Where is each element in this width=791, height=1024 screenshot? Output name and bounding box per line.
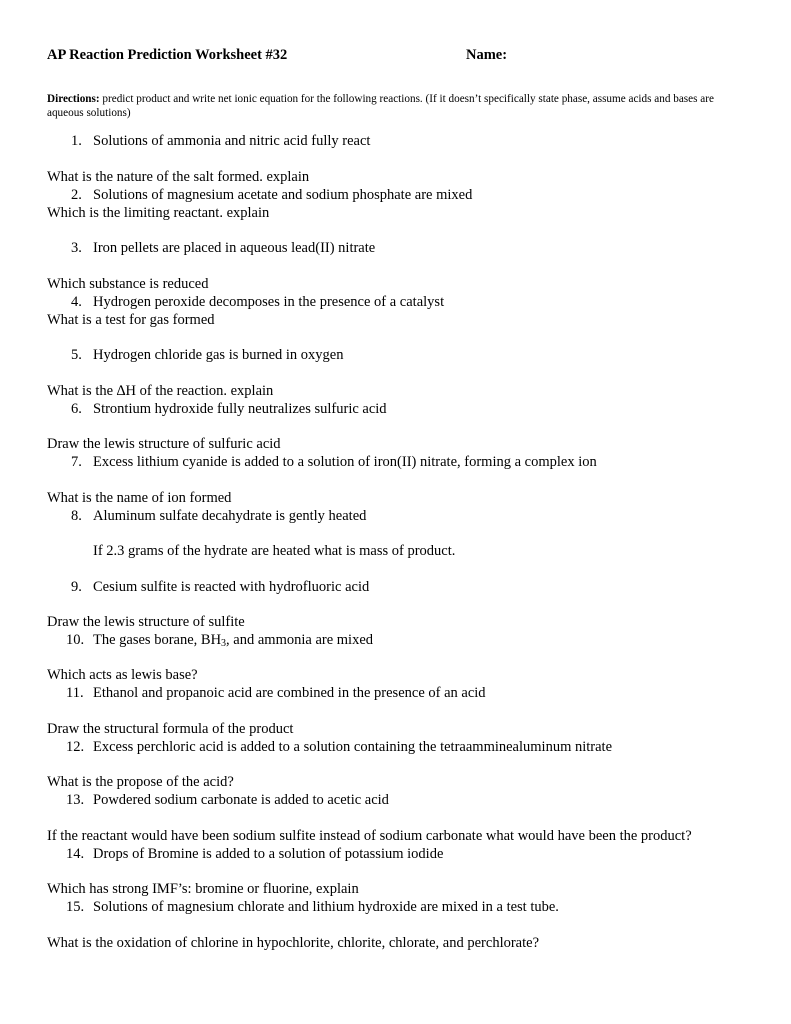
question-number: 2. — [71, 187, 82, 203]
followup-5: What is the ∆H of the reaction. explain — [47, 383, 274, 399]
question-8 — [71, 508, 366, 525]
question-text: Powdered sodium carbonate is added to acetic acid — [93, 792, 389, 808]
followup-3: Which substance is reduced — [47, 276, 209, 292]
worksheet-title: AP Reaction Prediction Worksheet #32 — [47, 47, 288, 63]
question-text: Hydrogen chloride gas is burned in oxygen — [93, 347, 344, 363]
question-text: Solutions of magnesium acetate and sodium phosphate are mixed — [93, 187, 473, 203]
question-text: Excess perchloric acid is added to a solution containing the tetraamminealuminum nitrate — [93, 739, 613, 755]
question-text: Solutions of ammonia and nitric acid fully react — [93, 133, 371, 149]
question-number: 15. — [66, 899, 85, 915]
question-text: Excess lithium cyanide is added to a solution of iron(II) nitrate, forming a complex ion — [93, 454, 597, 470]
subscript: 3 — [221, 638, 227, 649]
question-number: 6. — [71, 401, 82, 417]
question-number: 10. — [66, 632, 85, 648]
question-6 — [71, 401, 387, 418]
question-number: 14. — [66, 846, 85, 862]
followup-4: What is a test for gas formed — [47, 312, 215, 328]
question-13 — [66, 792, 389, 809]
question-text: Solutions of magnesium chlorate and lithium hydroxide are mixed in a test tube. — [93, 899, 559, 915]
question-number: 11. — [66, 685, 84, 701]
question-text: Aluminum sulfate decahydrate is gently heated — [93, 508, 367, 524]
question-2 — [71, 187, 472, 204]
question-10 — [66, 632, 373, 649]
question-text-part: , and ammonia are mixed — [226, 632, 374, 648]
question-4 — [71, 294, 444, 311]
question-text: Cesium sulfite is reacted with hydrofluoric acid — [93, 579, 370, 595]
followup-15: What is the oxidation of chlorine in hypochlorite, chlorite, chlorate, and perchlorate? — [47, 935, 540, 951]
question-3 — [71, 240, 375, 257]
followup-1: What is the nature of the salt formed. explain — [47, 169, 310, 185]
question-11 — [66, 685, 486, 702]
question-number: 13. — [66, 792, 85, 808]
question-12 — [66, 739, 612, 756]
question-7 — [71, 454, 597, 471]
question-1 — [71, 133, 370, 150]
followup-11: Draw the structural formula of the product — [47, 721, 294, 737]
question-number: 7. — [71, 454, 82, 470]
question-number: 1. — [71, 133, 82, 149]
name-label: Name: — [466, 47, 508, 63]
question-15 — [66, 899, 559, 916]
followup-12: What is the propose of the acid? — [47, 774, 234, 790]
question-text: Iron pellets are placed in aqueous lead(II) nitrate — [93, 240, 376, 256]
question-number: 3. — [71, 240, 82, 256]
question-number: 8. — [71, 508, 82, 524]
directions — [47, 92, 747, 120]
followup-6: Draw the lewis structure of sulfuric acid — [47, 436, 281, 452]
followup-13: If the reactant would have been sodium sulfite instead of sodium carbonate what would have been the product? — [47, 828, 692, 844]
followup-2: Which is the limiting reactant. explain — [47, 205, 270, 221]
question-14 — [66, 846, 443, 863]
question-text: Strontium hydroxide fully neutralizes sulfuric acid — [93, 401, 387, 417]
directions-text: predict product and write net ionic equation for the following reactions. (If it doesn’t specifically state phase, assume acids and bases are aqueous solutions) — [47, 93, 714, 119]
followup-10: Which acts as lewis base? — [47, 667, 198, 683]
followup-7: What is the name of ion formed — [47, 490, 232, 506]
question-number: 12. — [66, 739, 85, 755]
followup-9: Draw the lewis structure of sulfite — [47, 614, 245, 630]
followup-14: Which has strong IMF’s: bromine or fluorine, explain — [47, 881, 359, 897]
question-number: 4. — [71, 294, 82, 310]
question-number: 9. — [71, 579, 82, 595]
question-text: Ethanol and propanoic acid are combined in the presence of an acid — [93, 685, 486, 701]
question-text-part: The gases borane, BH — [93, 632, 222, 648]
question-text: Drops of Bromine is added to a solution of potassium iodide — [93, 846, 444, 862]
followup-8: If 2.3 grams of the hydrate are heated what is mass of product. — [93, 543, 456, 559]
question-number: 5. — [71, 347, 82, 363]
directions-label: Directions: — [47, 93, 100, 105]
question-5 — [71, 347, 343, 364]
question-text: Hydrogen peroxide decomposes in the presence of a catalyst — [93, 294, 445, 310]
question-9 — [71, 579, 369, 596]
